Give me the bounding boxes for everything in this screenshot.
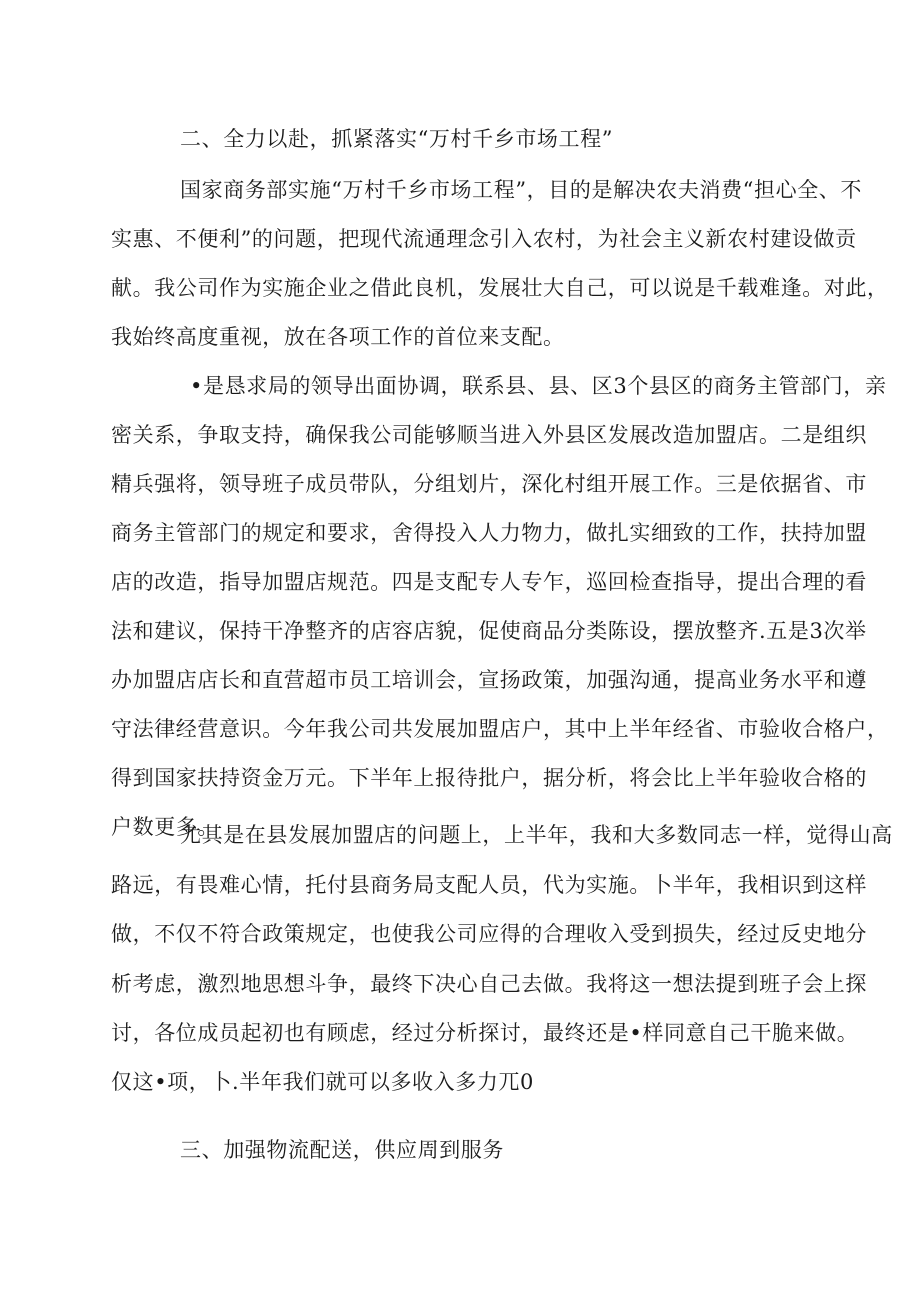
paragraph-line: 法和建议，保持干净整齐的店容店貌，促使商品分类陈设，摆放整齐.五是3次举 (111, 619, 867, 643)
paragraph-line: 商务主管部门的规定和要求，舍得投入人力物力，做扎实细致的工作，扶持加盟 (111, 521, 867, 545)
paragraph-line: 仅这•项，卜.半年我们就可以多收入多力兀0 (111, 1070, 535, 1094)
paragraph-line: 献。我公司作为实施企业之借此良机，发展壮大自己，可以说是千载难逢。对此， (111, 276, 889, 300)
paragraph-line: 实惠、不便利”的问题，把现代流通理念引入农村，为社会主义新农村建设做贡 (111, 227, 857, 251)
paragraph-line: 得到国家扶持资金万元。下半年上报待批户，据分析，将会比上半年验收合格的 (111, 766, 867, 790)
paragraph-line: 讨，各位成员起初也有顾虑，经过分析探讨，最终还是•样同意自己干脆来做。 (111, 1021, 859, 1045)
paragraph-line: •是恳求局的领导出面协调，联系县、县、区3个县区的商务主管部门，亲 (190, 374, 887, 398)
paragraph-line: 精兵强将，领导班子成员带队，分组划片，深化村组开展工作。三是依据省、市 (111, 472, 867, 496)
paragraph-line: 密关系，争取支持，确保我公司能够顺当进入外县区发展改造加盟店。二是组织 (111, 423, 867, 447)
section-heading-2: 二、全力以赴，抓紧落实“万村千乡市场工程” (180, 127, 614, 151)
paragraph-line: 做，不仅不符合政策规定，也使我公司应得的合理收入受到损失，经过反史地分 (111, 922, 867, 946)
paragraph-line: 办加盟店店长和直营超市员工培训会，宣扬政策，加强沟通，提高业务水平和遵 (111, 668, 867, 692)
paragraph-line: 户数更多。 (111, 815, 219, 839)
section-heading-3: 三、加强物流配送，供应周到服务 (180, 1138, 504, 1162)
paragraph-line: 店的改造，指导加盟店规范。四是支配专人专乍，巡回检查指导，提出合理的看 (111, 570, 867, 594)
paragraph-line: 尤其是在县发展加盟店的问题上，上半年，我和大多数同志一样，觉得山高 (180, 823, 893, 847)
paragraph-line: 路远，有畏难心情，托付县商务局支配人员，代为实施。卜半年，我相识到这样 (111, 873, 867, 897)
paragraph-line: 我始终高度重视，放在各项工作的首位来支配。 (111, 325, 565, 349)
paragraph-line: 守法律经营意识。今年我公司共发展加盟店户，其中上半年经省、市验收合格户， (111, 717, 889, 741)
paragraph-line: 国家商务部实施“万村千乡市场工程”，目的是解决农夫消费“担心全、不 (180, 178, 863, 202)
paragraph-line: 析考虑，激烈地思想斗争，最终下决心自己去做。我将这一想法提到班子会上探 (111, 972, 867, 996)
